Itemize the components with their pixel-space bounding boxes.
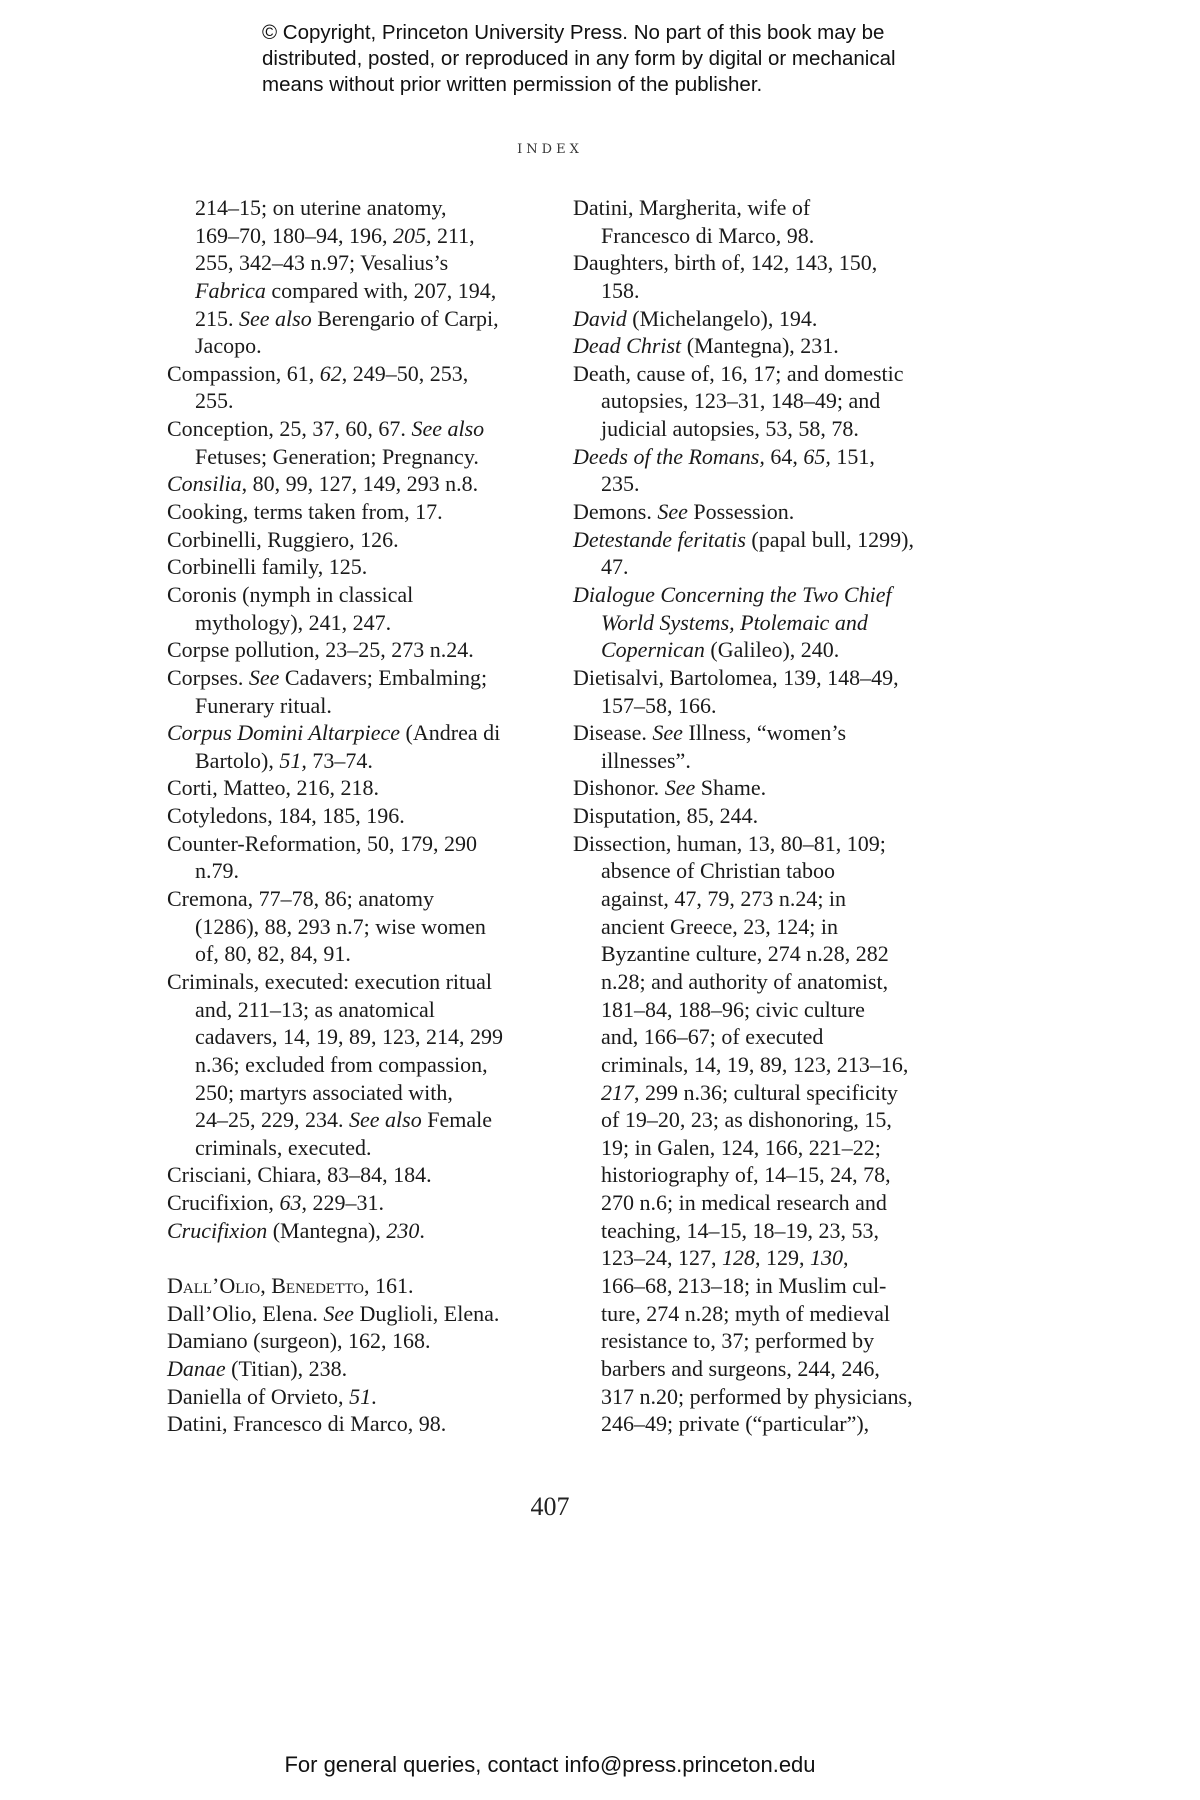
index-text: criminals, executed. xyxy=(195,1134,372,1160)
index-entry-line xyxy=(167,636,527,664)
index-text: Female xyxy=(421,1107,492,1133)
index-text: Fetuses; Generation; Pregnancy. xyxy=(195,443,479,469)
index-entry-continuation xyxy=(573,1355,963,1383)
index-text: 64, xyxy=(764,443,804,469)
index-entry-continuation xyxy=(167,913,527,941)
index-text: Criminals, executed: execution ritual xyxy=(167,968,493,994)
index-entry-continuation xyxy=(573,636,963,664)
index-text: 250; martyrs associated with, xyxy=(195,1079,453,1105)
index-text: and, 211–13; as anatomical xyxy=(195,996,435,1022)
index-entry-continuation xyxy=(167,332,527,360)
index-text: Corti, Matteo, 216, 218. xyxy=(167,775,380,801)
index-text: Cadavers; Embalming; xyxy=(279,664,488,690)
index-entry-continuation xyxy=(167,222,527,250)
index-text: cadavers, 14, 19, 89, 123, 214, 299 xyxy=(195,1024,503,1050)
index-text: Berengario of Carpi, xyxy=(311,305,499,331)
index-text: 214–15; on uterine anatomy, xyxy=(195,195,447,220)
index-entry-line xyxy=(167,415,527,443)
index-text: Crisciani, Chiara, 83–84, 184. xyxy=(167,1162,432,1188)
index-text: 217 xyxy=(601,1079,634,1105)
index-entry-continuation xyxy=(167,305,527,333)
index-entry-line xyxy=(573,774,963,802)
index-text: 235. xyxy=(601,471,640,497)
index-text: 181–84, 188–96; civic culture xyxy=(601,996,865,1022)
index-text: 130 xyxy=(810,1245,843,1271)
index-text: (Andrea di xyxy=(400,720,501,746)
index-text: See xyxy=(652,720,683,746)
index-text: (Mantegna), xyxy=(267,1217,387,1243)
index-text: Daniella of Orvieto, xyxy=(167,1383,350,1409)
index-text: absence of Christian taboo xyxy=(601,858,835,884)
index-entry-line xyxy=(167,802,527,830)
index-entry-line xyxy=(573,305,963,333)
index-entry-continuation xyxy=(167,1079,527,1107)
index-entry-continuation xyxy=(573,1161,963,1189)
index-text: n.28; and authority of anatomist, xyxy=(601,968,889,994)
index-entry-line xyxy=(167,1410,527,1438)
index-entry-line xyxy=(573,498,963,526)
index-entry-line xyxy=(167,1272,527,1300)
index-text: David xyxy=(573,305,627,331)
index-entry-continuation xyxy=(573,1383,963,1411)
index-entry-continuation xyxy=(573,387,963,415)
index-text: 246–49; private (“particular”), xyxy=(601,1411,870,1437)
index-text: Jacopo. xyxy=(195,333,262,359)
index-column-left xyxy=(167,194,527,1438)
index-text: Shame. xyxy=(695,775,767,801)
index-entry-continuation xyxy=(573,1410,963,1438)
index-entry-continuation xyxy=(167,692,527,720)
index-entry-continuation xyxy=(573,1051,963,1079)
index-entry-continuation xyxy=(573,747,963,775)
index-text: 19; in Galen, 124, 166, 221–22; xyxy=(601,1134,881,1160)
index-text: 63 xyxy=(279,1190,302,1216)
index-text: Datini, Francesco di Marco, 98. xyxy=(167,1411,447,1437)
index-text: Compassion, 61, xyxy=(167,360,320,386)
index-entry-line xyxy=(167,1189,527,1217)
index-text: See xyxy=(323,1300,354,1326)
index-text: teaching, 14–15, 18–19, 23, 53, xyxy=(601,1217,880,1243)
index-text: Dall’Olio, Elena. xyxy=(167,1300,324,1326)
index-entry-continuation xyxy=(573,1244,963,1272)
index-text: Cotyledons, 184, 185, 196. xyxy=(167,803,405,829)
index-entry-continuation xyxy=(573,1023,963,1051)
index-entry-line xyxy=(167,885,527,913)
index-entry-line xyxy=(167,470,527,498)
index-text: Byzantine culture, 274 n.28, 282 xyxy=(601,941,889,967)
index-text: Consilia xyxy=(167,471,242,497)
index-text: and, 166–67; of executed xyxy=(601,1024,824,1050)
index-entry-continuation xyxy=(573,1272,963,1300)
index-text: 169–70, 180–94, 196, xyxy=(195,222,393,248)
index-text: (Michelangelo), 194. xyxy=(626,305,818,331)
index-text: against, 47, 79, 273 n.24; in xyxy=(601,886,847,912)
index-text: Corpse pollution, 23–25, 273 n.24. xyxy=(167,637,474,663)
index-text: See xyxy=(657,499,688,525)
index-entry-line xyxy=(573,664,963,692)
copyright-notice xyxy=(262,20,982,98)
letter-gap xyxy=(167,1244,527,1272)
index-entry-continuation xyxy=(573,1134,963,1162)
index-text: Datini, Margherita, wife of xyxy=(573,195,811,220)
index-text: Deeds of the Romans, xyxy=(573,443,765,469)
index-entry-continuation xyxy=(573,692,963,720)
page-number: 407 xyxy=(530,1492,570,1521)
index-entry-continuation xyxy=(573,415,963,443)
index-entry-continuation xyxy=(573,1079,963,1107)
index-entry-continuation xyxy=(573,553,963,581)
index-entry-continuation xyxy=(573,1189,963,1217)
index-text: . xyxy=(371,1383,377,1409)
index-entry-line xyxy=(167,1383,527,1411)
index-text: 47. xyxy=(601,554,629,580)
index-text: Francesco di Marco, 98. xyxy=(601,222,815,248)
index-entry-continuation xyxy=(167,1051,527,1079)
index-text: . xyxy=(419,1217,425,1243)
copyright-line: means without prior written permission of the publisher. xyxy=(262,73,763,96)
index-text: ancient Greece, 23, 124; in xyxy=(601,913,839,939)
index-text: 65, xyxy=(803,443,831,469)
index-entry-continuation xyxy=(167,996,527,1024)
index-text: of, 80, 82, 84, 91. xyxy=(195,941,351,967)
index-entry-continuation xyxy=(573,940,963,968)
index-entry-continuation xyxy=(573,857,963,885)
index-text: n.79. xyxy=(195,858,239,884)
index-entry-line xyxy=(167,1217,527,1245)
index-text: Danae xyxy=(167,1355,226,1381)
index-text: 151, xyxy=(830,443,875,469)
index-text: See also xyxy=(411,416,485,442)
index-text: , 299 n.36; cultural specificity xyxy=(634,1079,898,1105)
index-text: ture, 274 n.28; myth of medieval xyxy=(601,1300,890,1326)
index-text: Funerary ritual. xyxy=(195,692,332,718)
index-text: , 161. xyxy=(363,1272,414,1298)
index-entry-line xyxy=(167,526,527,554)
index-entry-continuation xyxy=(167,609,527,637)
index-text: 123–24, 127, xyxy=(601,1245,722,1271)
index-text: World Systems, Ptolemaic and xyxy=(601,609,868,635)
index-text: 73–74. xyxy=(306,747,373,773)
index-text: 51 xyxy=(349,1383,372,1409)
index-text: historiography of, 14–15, 24, 78, xyxy=(601,1162,891,1188)
index-text: of 19–20, 23; as dishonoring, 15, xyxy=(601,1107,892,1133)
index-text: Illness, “women’s xyxy=(682,720,847,746)
index-text: Crucifixion, xyxy=(167,1190,280,1216)
index-text: Bartolo), xyxy=(195,747,280,773)
index-text: 215. xyxy=(195,305,239,331)
index-entry-line xyxy=(573,830,963,858)
index-entry-continuation xyxy=(573,1327,963,1355)
index-entry-line xyxy=(573,802,963,830)
index-text: Daughters, birth of, 142, 143, 150, xyxy=(573,250,878,276)
index-entry-line xyxy=(167,968,527,996)
index-text: Possession. xyxy=(687,499,795,525)
index-entry-continuation xyxy=(167,277,527,305)
index-column-right xyxy=(573,194,963,1438)
index-text: Detestande feritatis xyxy=(573,526,746,552)
running-head: INDEX xyxy=(517,142,583,157)
index-text: Demons. xyxy=(573,499,658,525)
index-entry-continuation xyxy=(573,609,963,637)
index-entry-continuation xyxy=(573,1106,963,1134)
index-text: mythology), 241, 247. xyxy=(195,609,392,635)
index-entry-line xyxy=(573,360,963,388)
index-text: Corpus Domini Altarpiece xyxy=(167,720,401,746)
index-text: Disputation, 85, 244. xyxy=(573,803,759,829)
index-text: 255. xyxy=(195,388,234,414)
index-entry-continuation xyxy=(167,857,527,885)
index-text: 157–58, 166. xyxy=(601,692,717,718)
index-text: Corbinelli, Ruggiero, 126. xyxy=(167,526,399,552)
index-text: , 249–50, 253, xyxy=(341,360,469,386)
index-text: (Titian), 238. xyxy=(225,1355,348,1381)
index-entry-continuation xyxy=(167,1106,527,1134)
index-text: Duglioli, Elena. xyxy=(353,1300,500,1326)
index-text: , 229–31. xyxy=(301,1190,384,1216)
index-entry-continuation xyxy=(573,1300,963,1328)
index-text: Dishonor. xyxy=(573,775,665,801)
index-entry-continuation xyxy=(573,1217,963,1245)
index-text: , xyxy=(843,1245,849,1271)
index-entry-line xyxy=(167,360,527,388)
index-entry-line xyxy=(573,443,963,471)
index-entry-line xyxy=(167,581,527,609)
index-entry-line xyxy=(167,498,527,526)
index-text: Dialogue Concerning the Two Chief xyxy=(573,581,892,607)
index-text: 62 xyxy=(319,360,342,386)
index-text: resistance to, 37; performed by xyxy=(601,1328,875,1354)
index-text: (Mantegna), 231. xyxy=(681,333,839,359)
index-entry-continuation xyxy=(573,277,963,305)
index-text: 205 xyxy=(393,222,426,248)
index-entry-continuation xyxy=(573,885,963,913)
index-entry-line xyxy=(167,1355,527,1383)
index-text: Dead Christ xyxy=(573,333,682,359)
index-text: 270 n.6; in medical research and xyxy=(601,1190,887,1216)
index-text: Dissection, human, 13, 80–81, 109; xyxy=(573,830,886,856)
index-entry-line xyxy=(573,526,963,554)
index-entry-line xyxy=(167,774,527,802)
index-text: barbers and surgeons, 244, 246, xyxy=(601,1355,880,1381)
index-text: illnesses”. xyxy=(601,747,691,773)
index-text: Dall’Olio, Benedetto xyxy=(167,1272,364,1298)
index-text: Cremona, 77–78, 86; anatomy xyxy=(167,886,435,912)
index-entry-continuation xyxy=(573,996,963,1024)
footer-contact: For general queries, contact info@press.princeton.edu xyxy=(284,1752,816,1777)
index-entry-line xyxy=(573,581,963,609)
index-text: 51, xyxy=(279,747,307,773)
index-text: autopsies, 123–31, 148–49; and xyxy=(601,388,881,414)
index-entry-line xyxy=(167,1161,527,1189)
index-text: Coronis (nymph in classical xyxy=(167,581,414,607)
index-text: Copernican xyxy=(601,637,705,663)
index-entry-line xyxy=(573,719,963,747)
index-text: criminals, 14, 19, 89, 123, 213–16, xyxy=(601,1051,909,1077)
index-text: 255, 342–43 n.97; Vesalius’s xyxy=(195,250,449,276)
index-text: Conception, 25, 37, 60, 67. xyxy=(167,416,412,442)
index-text: Dietisalvi, Bartolomea, 139, 148–49, xyxy=(573,664,899,690)
index-entry-continuation xyxy=(167,1134,527,1162)
index-text: See xyxy=(664,775,696,801)
index-text: , 211, xyxy=(426,222,475,248)
index-text: , 80, 99, 127, 149, 293 n.8. xyxy=(241,471,479,497)
index-text: , 129, xyxy=(755,1245,810,1271)
index-entry-line xyxy=(167,1300,527,1328)
index-entry-continuation xyxy=(167,249,527,277)
index-entry-continuation xyxy=(167,387,527,415)
index-text: See also xyxy=(239,305,312,331)
index-text: Death, cause of, 16, 17; and domestic xyxy=(573,360,904,386)
index-text: Corbinelli family, 125. xyxy=(167,554,368,580)
index-entry-continuation xyxy=(573,968,963,996)
index-text: 317 n.20; performed by physicians, xyxy=(601,1383,913,1409)
index-text: 230 xyxy=(386,1217,420,1243)
index-text: 128 xyxy=(722,1245,755,1271)
index-text: Cooking, terms taken from, 17. xyxy=(167,499,443,525)
index-entry-continuation xyxy=(167,1023,527,1051)
index-entry-continuation xyxy=(167,940,527,968)
index-text: (Galileo), 240. xyxy=(704,637,840,663)
index-entry-continuation xyxy=(573,470,963,498)
index-entry-continuation xyxy=(573,913,963,941)
index-entry-line xyxy=(167,553,527,581)
index-text: Counter-Reformation, 50, 179, 290 xyxy=(167,830,477,856)
index-entry-line xyxy=(573,332,963,360)
index-entry-continuation xyxy=(167,747,527,775)
index-text: Corpses. xyxy=(167,664,249,690)
index-text: Fabrica xyxy=(195,277,266,303)
index-text: See also xyxy=(349,1107,422,1133)
index-text: n.36; excluded from compassion, xyxy=(195,1051,488,1077)
copyright-line: distributed, posted, or reproduced in any form by digital or mechanical xyxy=(262,47,896,70)
index-entry-line xyxy=(573,194,963,222)
index-text: Crucifixion xyxy=(167,1217,268,1243)
index-entry-line xyxy=(573,249,963,277)
index-text: See xyxy=(248,664,280,690)
index-text: Damiano (surgeon), 162, 168. xyxy=(167,1328,431,1354)
index-entry-continuation xyxy=(573,222,963,250)
index-text: Disease. xyxy=(573,720,653,746)
index-text: 166–68, 213–18; in Muslim cul- xyxy=(601,1272,887,1298)
index-text: judicial autopsies, 53, 58, 78. xyxy=(601,416,859,442)
index-entry-line xyxy=(167,719,527,747)
index-text: 158. xyxy=(601,277,640,303)
index-text: (1286), 88, 293 n.7; wise women xyxy=(195,913,486,939)
copyright-line: © Copyright, Princeton University Press. No part of this book may be xyxy=(262,21,885,44)
index-entry-line xyxy=(167,1327,527,1355)
index-entry-line xyxy=(167,664,527,692)
index-entry-continuation xyxy=(167,443,527,471)
index-text: 24–25, 229, 234. xyxy=(195,1107,349,1133)
index-text: compared with, 207, 194, xyxy=(265,277,497,303)
index-entry-line xyxy=(167,830,527,858)
index-entry-continuation xyxy=(167,194,527,222)
index-text: (papal bull, 1299), xyxy=(745,526,914,552)
